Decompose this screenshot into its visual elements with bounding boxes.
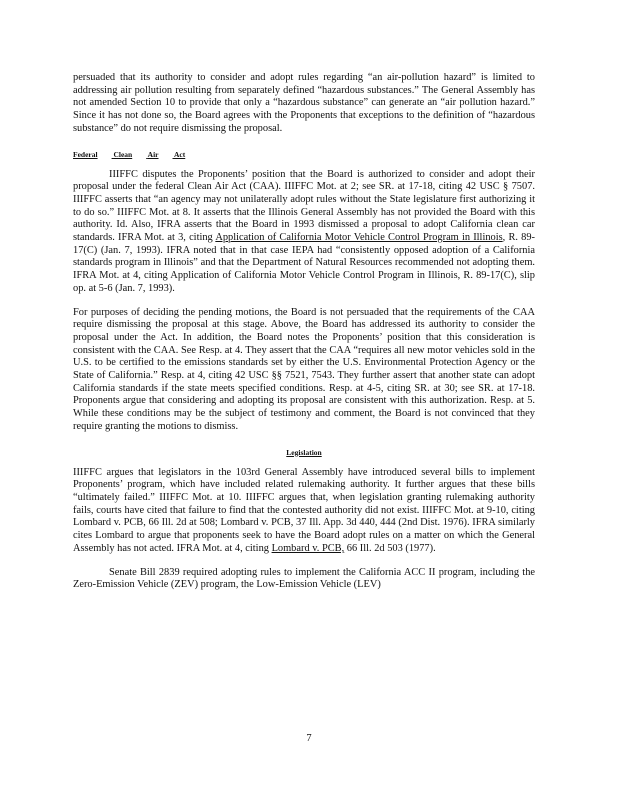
paragraph-board-not-persuaded: For purposes of deciding the pending motions, the Board is not persuaded that the requirements of the CAA require dismissing the proposal at this stage. Above, the Board has addressed its authority to consider the proposal under the Act. In addition, the Board notes the Proponents’ position that this consideration is consistent with the CAA. See Resp. at 4. They assert that the CAA “requires all new motor vehicles sold in the U.S. to be certified to the emissions standards set by either the U.S. Environmental Protection Agency or the State of California.” Resp. at 4, citing 42 USC §§ 7521, 7543. They further assert that another state can adopt California standards if the state meets specified conditions. Resp. at 4-5, citing SR. at 30; see SR. at 17-18. Proponents argue that considering and adopting its proposal are consistent with this authorization. Resp. at 5. While these conditions may be the subject of testimony and comment, the Board is not convinced that they require granting the motions to dismiss. (73, 306, 535, 432)
heading-word: Clean (113, 149, 133, 159)
text-run: IIIFFC disputes the Proponents’ position that the Board is authorized to consider and adopt their proposal under the federal Clean Air Act (CAA). IIIFFC Mot. at 2; see SR. at 17-18, citing 42 USC § 7507. IIIFFC asserts that “an agency may not unilaterally adopt rules without the State legislature first authorizing it to do so.” IIIFFC Mot. at 8. It asserts that the Illinois General Assembly has not provided the Board with this authority. Id. Also, IFRA asserts that the Board in 1993 dismissed a proposal to adopt California clean car standards. IFRA Mot. at 3, citing (73, 168, 535, 244)
heading-legislation: Legislation (286, 447, 322, 457)
heading-word: Federal (73, 149, 98, 159)
text-run: IIIFFC argues that legislators in the 103rd General Assembly have introduced several bills to implement Proponents’ program, which have included related rulemaking authority. It further argues that these bills “ultimately failed.” IIIFFC Mot. at 10. IIIFFC argues that, when legislation granting rulemaking authority fails, courts have cited that failure to find that the contested authority did not exist. IIIFFC Mot. at 9-10, citing Lombard v. PCB, 66 Ill. 2d at 508; Lombard v. PCB, 37 Ill. App. 3d 440, 444 (2nd Dist. 1976). IFRA similarly cites Lombard to argue that proponents seek to have the Board adopt rules on a matter on which the General Assembly has not acted. IFRA Mot. at 4, citing (73, 466, 535, 554)
heading-word: Air (147, 149, 159, 159)
paragraph-iiiffc-disputes (73, 169, 535, 296)
case-citation: Application of California Motor Vehicle Control Program in Illinois (215, 232, 503, 244)
case-citation: Lombard v. PCB, (271, 542, 345, 554)
paragraph-iiiffc-legislators (73, 467, 535, 556)
page-number: 7 (306, 733, 312, 744)
heading-word: Act (173, 149, 186, 159)
paragraph-senate-bill: Senate Bill 2839 required adopting rules to implement the California ACC II program, including the Zero-Emission Vehicle (ZEV) program, the Low-Emission Vehicle (LEV) (73, 566, 535, 591)
text-run: , R. 89-17(C) (Jan. 7, 1993). IFRA noted that in that case IEPA had “consistently opposed adoption of a California standards program in Illinois” and that the Department of Natural Resources recommended not adopting them. IFRA Mot. at 4, citing Application of California Motor Vehicle Control Program in Illinois, R. 89-17(C), slip op. at 5-6 (Jan. 7, 1993). (73, 232, 535, 294)
paragraph-authority-conclusion: persuaded that its authority to consider and adopt rules regarding “an air-pollution hazard” is limited to addressing air pollution resulting from separately defined “hazardous substances.” The General Assembly has not amended Section 10 to provide that only a “hazardous substance” can generate an “air pollution hazard.” Since it has not done so, the Board agrees with the Proponents that exceptions to the definition of “hazardous substance” do not require dismissing the proposal. (73, 72, 535, 134)
document-page (73, 72, 535, 592)
heading-federal-clean-air-act (73, 150, 535, 159)
text-run: 66 Ill. 2d 503 (1977). (344, 542, 436, 554)
